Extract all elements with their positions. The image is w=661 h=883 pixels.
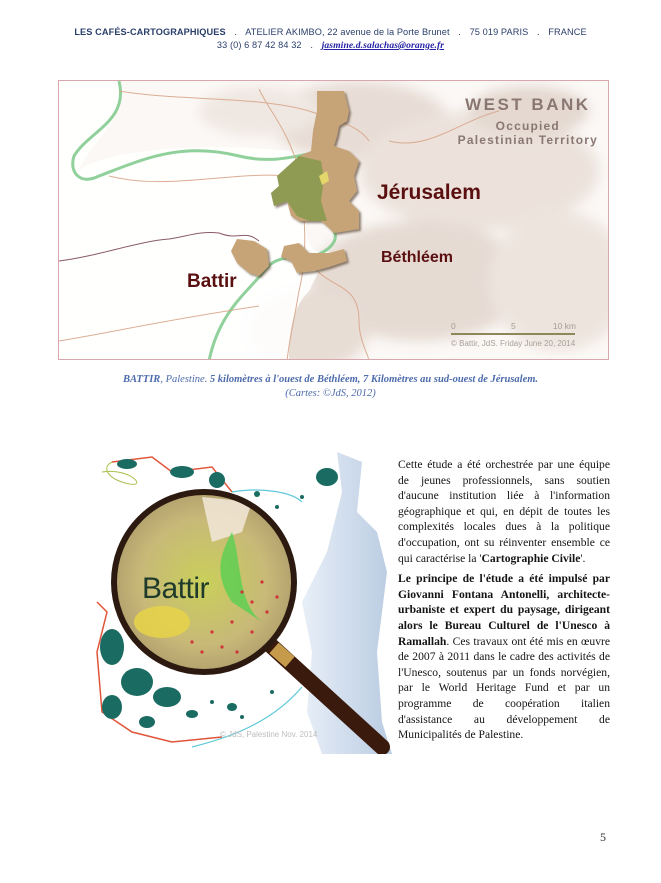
paragraph-1: Cette étude a été orchestrée par une équipe de jeunes professionnels, sans soutien d'aucune institution liée à l'information géographique et qui, en dépit de toutes les complexités locales dues à la politique d'occupation, ont su réinventer ensemble ce qui caractérise la 'Cartographie Civile'. bbox=[398, 458, 610, 565]
email-link[interactable]: jasmine.d.salachas@orange.fr bbox=[321, 40, 445, 51]
magnifier-illustration bbox=[92, 452, 392, 754]
lens-label-battir: Battir bbox=[142, 572, 210, 605]
paragraph-2: Le principe de l'étude a été impulsé par Giovanni Fontana Antonelli, architecte-urbaniste et expert du paysage, dirigeant alors le Bureau Culturel de l'Unesco à Ramallah. Ces travaux ont été mis en œuvre de 2007 à 2011 dans le cadre des activités de l'Unesco, soutenus par un fonds norvégien, par le World Heritage Fund et par un programme de coopération italien d'assistance au développement de Municipalités de Palestine. bbox=[398, 572, 610, 742]
figure-caption: BATTIR, Palestine. 5 kilomètres à l'ouest de Béthléem, 7 Kilomètres au sud-ouest de Jérusalem. (Cartes: ©JdS, 2012) bbox=[0, 373, 661, 401]
brand-name: LES CAFÉS-CARTOGRAPHIQUES bbox=[74, 27, 226, 37]
letterhead bbox=[0, 26, 661, 52]
battir-magnifier-map bbox=[92, 452, 392, 754]
page-number: 5 bbox=[600, 830, 606, 844]
caption-place: BATTIR bbox=[122, 374, 161, 385]
label-jerusalem: Jérusalem bbox=[377, 181, 481, 204]
article-body bbox=[398, 457, 610, 748]
map-credit: © Battir, JdS. Friday June 20, 2014 bbox=[451, 339, 576, 348]
map-title: WEST BANK Occupied Palestinian Territory bbox=[457, 95, 598, 147]
west-bank-map bbox=[58, 80, 609, 360]
caption-detail: 5 kilomètres à l'ouest de Béthléem, 7 Kilomètres au sud-ouest de Jérusalem. bbox=[209, 374, 539, 385]
label-battir: Battir bbox=[187, 271, 237, 292]
city: 75 019 PARIS bbox=[469, 27, 529, 37]
letterhead-line-2: 33 (0) 6 87 42 84 32 . jasmine.d.salachas@orange.fr bbox=[216, 40, 445, 51]
country: FRANCE bbox=[548, 27, 587, 37]
phone: 33 (0) 6 87 42 84 32 bbox=[216, 40, 302, 50]
label-bethlehem: Béthléem bbox=[381, 249, 454, 266]
map2-credit: © JdS, Palestine Nov. 2014 bbox=[220, 730, 318, 739]
caption-credit: (Cartes: ©JdS, 2012) bbox=[285, 388, 376, 399]
letterhead-line-1: LES CAFÉS-CARTOGRAPHIQUES . ATELIER AKIMBO, 22 avenue de la Porte Brunet . 75 019 PARIS . FRANCE bbox=[74, 27, 587, 37]
address: ATELIER AKIMBO, 22 avenue de la Porte Brunet bbox=[245, 27, 450, 37]
scale-bar: 0 5 10 km © Battir, JdS. Friday June 20, 2014 bbox=[451, 321, 576, 348]
